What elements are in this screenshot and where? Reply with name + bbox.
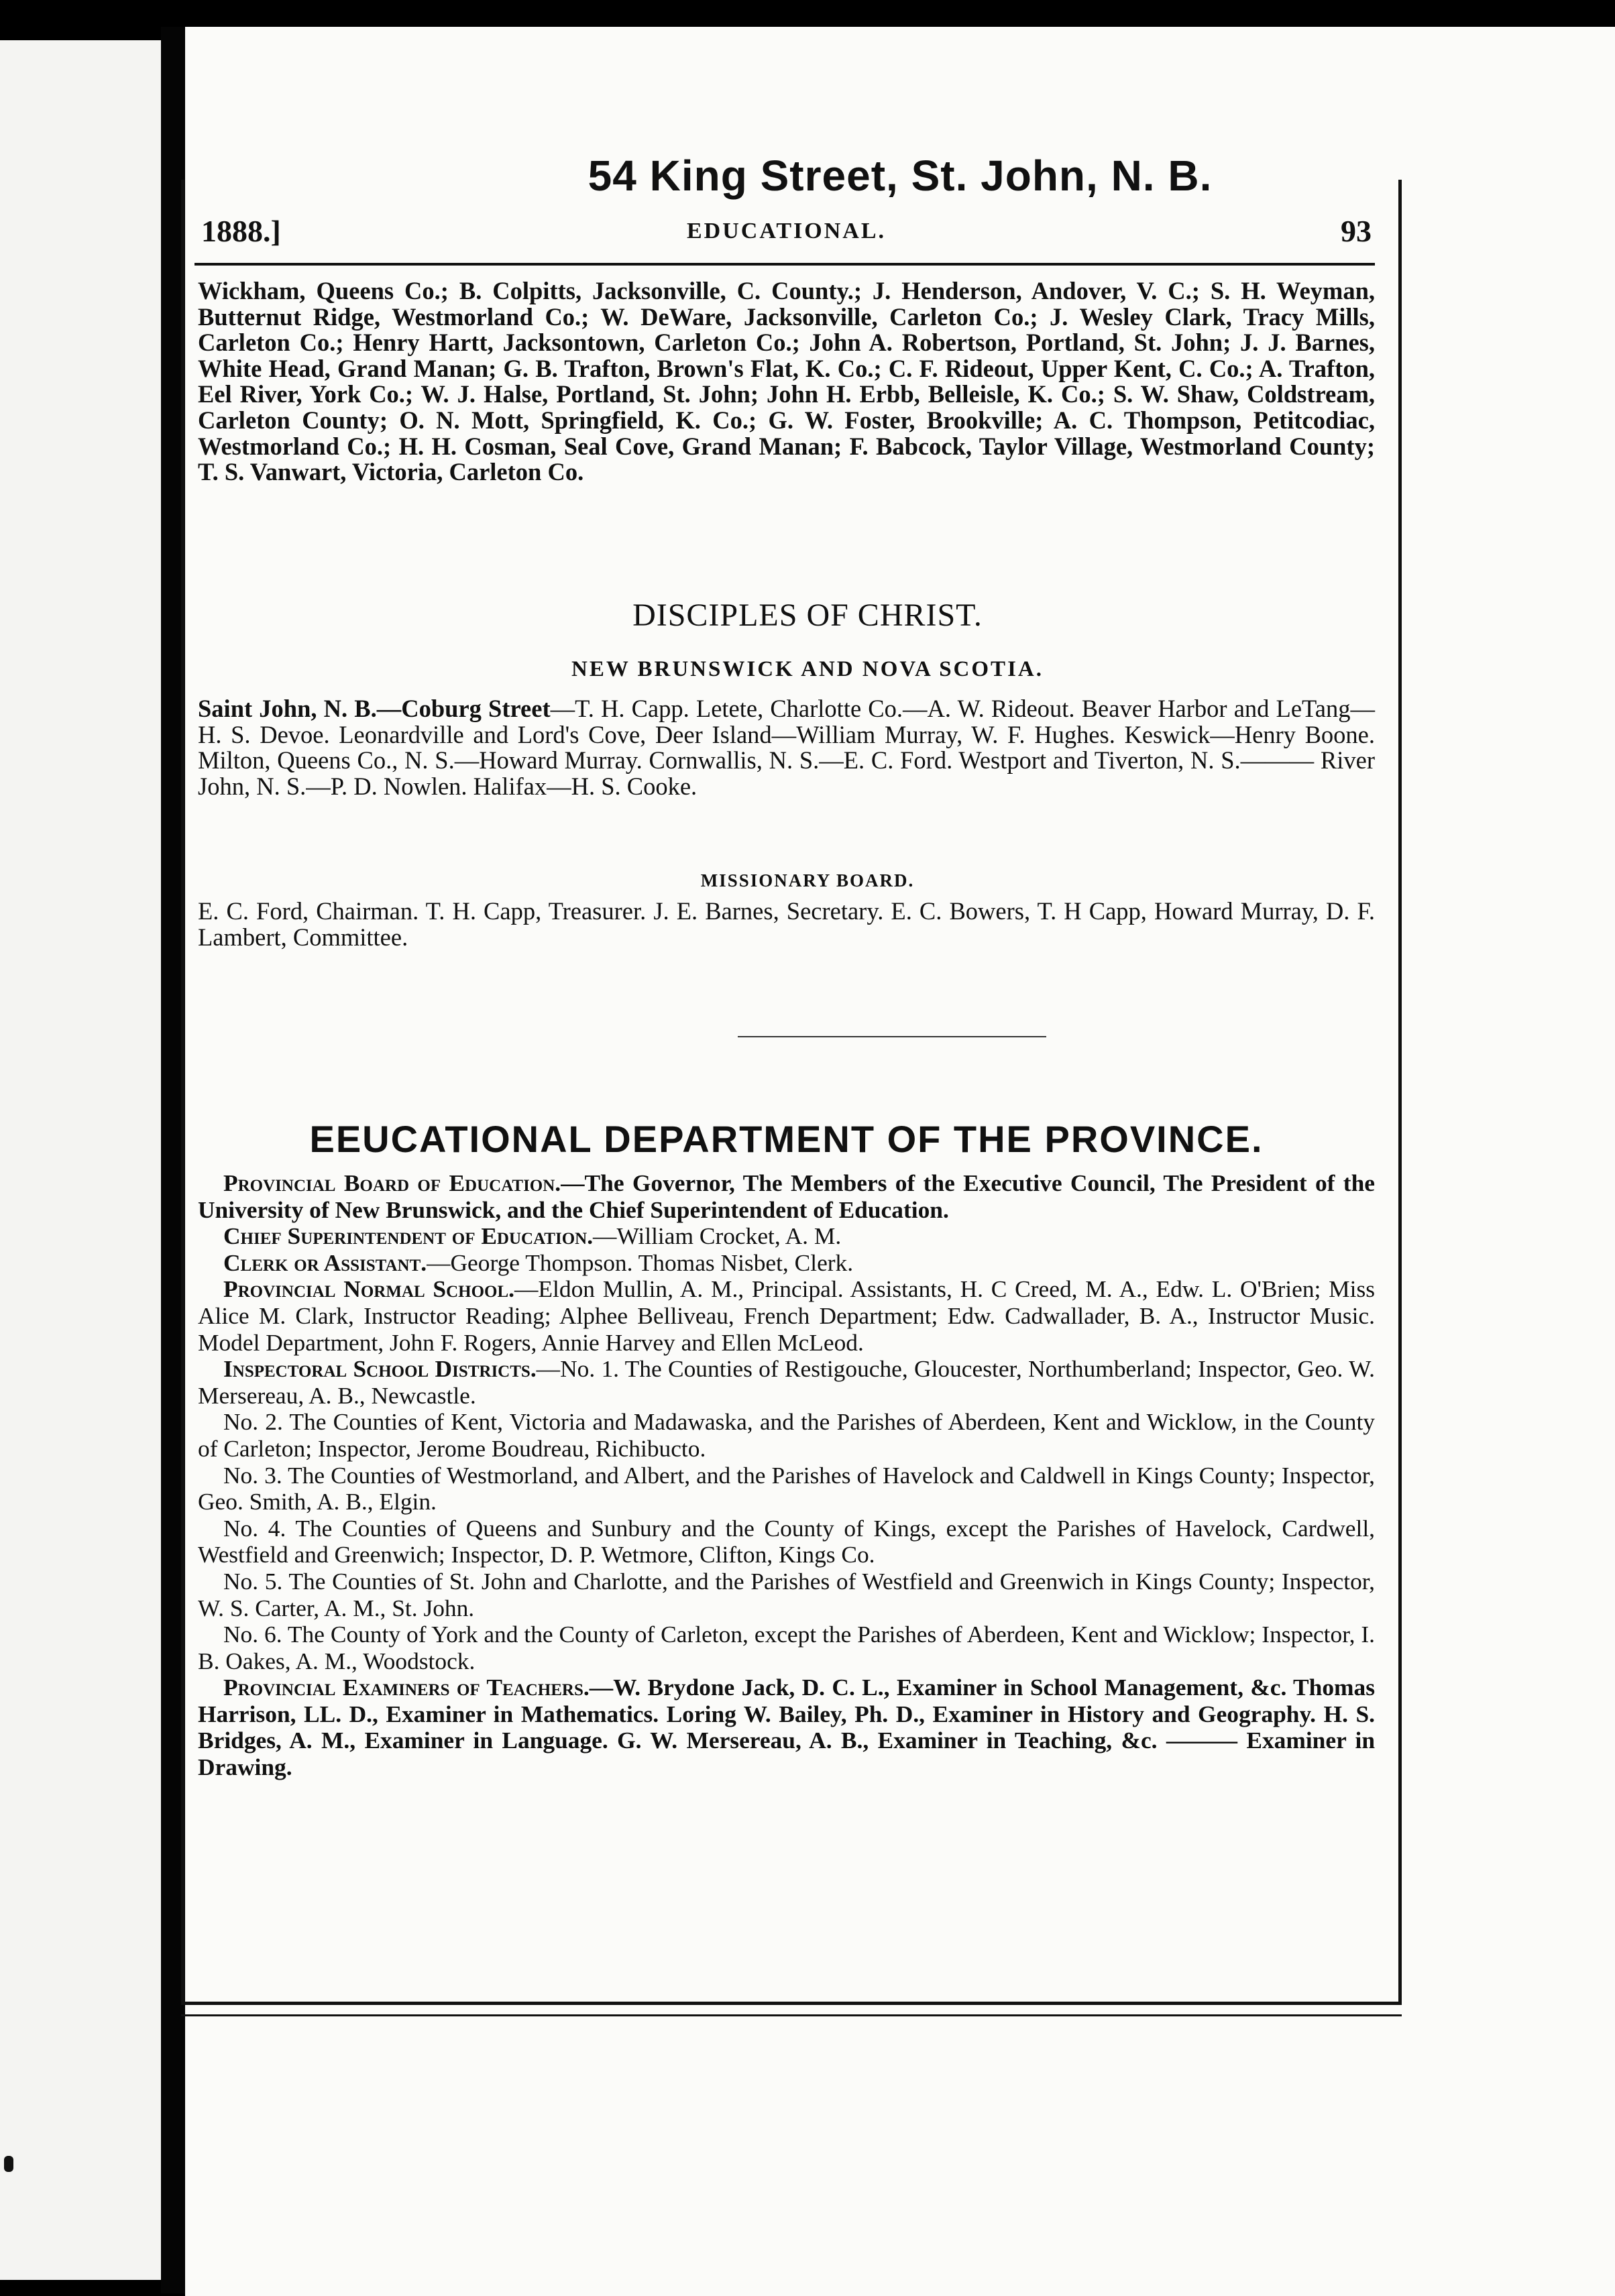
edu-paragraph <box>198 1170 1375 1223</box>
edu-paragraph-text: No. 4. The Counties of Queens and Sunbury and the County of Kings, except the Parishes of Havelock, Cardwell, Westfield and Greenwich; Inspector, D. P. Wetmore, Clifton, Kings Co. <box>198 1514 1375 1568</box>
educational-list-text: Wickham, Queens Co.; B. Colpitts, Jacksonville, C. County.; J. Henderson, Andover, V. C.; S. H. Weyman, Butternut Ridge, Westmorland Co.; W. DeWare, Jacksonville, Carleton Co.; J. Wesley Clark, Tracy Mills, Carleton Co.; Henry Hartt, Jacksontown, Carleton Co.; John A. Robertson, Portland, St. John; J. J. Barnes, White Head, Grand Manan; G. B. Trafton, Brown's Flat, K. Co.; C. F. Rideout, Upper Kent, C. Co.; A. Trafton, Eel River, York Co.; W. J. Halse, Portland, St. John; John H. Erbb, Belleisle, K. Co.; S. W. Shaw, Coldstream, Carleton County; O. N. Mott, Springfield, K. Co.; G. W. Foster, Brookville; A. C. Thompson, Petitcodiac, Westmorland Co.; H. H. Cosman, Seal Cove, Grand Manan; F. Babcock, Taylor Village, Westmorland County; T. S. Vanwart, Victoria, Carleton Co. <box>198 277 1375 486</box>
edu-paragraph <box>198 1568 1375 1621</box>
edu-paragraph-text: —William Crocket, A. M. <box>593 1222 842 1250</box>
edu-paragraph-lead: Provincial Examiners of Teachers. <box>223 1674 590 1701</box>
edu-paragraph-text: —The Governor, The Members of the Executive Council, The President of the University of New Brunswick, and the Chief Superintendent of Education. <box>198 1169 1375 1223</box>
education-department-block <box>198 1170 1375 1781</box>
edu-paragraph <box>198 1409 1375 1462</box>
edu-paragraph <box>198 1223 1375 1250</box>
edu-paragraph-text: No. 5. The Counties of St. John and Charlotte, and the Parishes of Westfield and Greenwich in Kings County; Inspector, W. S. Carter, A. M., St. John. <box>198 1567 1375 1621</box>
edu-paragraph-text: —Eldon Mullin, A. M., Principal. Assistants, H. C Creed, M. A., Edw. L. O'Brien; Miss Alice M. Clark, Instructor Reading; Alphee Belliveau, French Department; Edw. Cadwallader, B. A., Instructor Music. Model Department, John F. Rogers, Annie Harvey and Ellen McLeod. <box>198 1275 1375 1356</box>
missionary-board-heading: MISSIONARY BOARD. <box>700 870 915 891</box>
edu-paragraph <box>198 1356 1375 1409</box>
edu-paragraph <box>198 1674 1375 1780</box>
header-year: 1888.] <box>201 214 281 248</box>
header-rule <box>194 263 1375 266</box>
edu-paragraph <box>198 1621 1375 1674</box>
disciples-text: —T. H. Capp. Letete, Charlotte Co.—A. W. Rideout. Beaver Harbor and LeTang—H. S. Devoe. Leonardville and Lord's Cove, Deer Island—William Murray, W. F. Hughes. Keswick—Henry Boone. Milton, Queens Co., N. S.—Howard Murray. Cornwallis, N. S.—E. C. Ford. Westport and Tiverton, N. S.——— River John, N. S.—P. D. Nowlen. Halifax—H. S. Cooke. <box>198 695 1375 800</box>
edu-paragraph <box>198 1276 1375 1356</box>
education-department-heading: EEUCATIONAL DEPARTMENT OF THE PROVINCE. <box>309 1118 1264 1160</box>
facing-page-margin <box>0 40 161 2280</box>
disciples-subheading: NEW BRUNSWICK AND NOVA SCOTIA. <box>571 657 1044 681</box>
section-divider <box>738 1036 1046 1037</box>
edu-paragraph-text: No. 6. The County of York and the County of Carleton, except the Parishes of Aberdeen, Kent and Wicklow; Inspector, I. B. Oakes, A. M., Woodstock. <box>198 1621 1375 1674</box>
running-head: 54 King Street, St. John, N. B. <box>588 152 1213 200</box>
header-section-title: EDUCATIONAL. <box>686 219 886 243</box>
page-header <box>201 213 1372 260</box>
edu-paragraph <box>198 1250 1375 1277</box>
disciples-lead: Saint John, N. B.—Coburg Street <box>198 695 551 722</box>
edu-paragraph-text: —No. 1. The Counties of Restigouche, Gloucester, Northumberland; Inspector, Geo. W. Mersereau, A. B., Newcastle. <box>198 1355 1375 1409</box>
frame-bottom-rule <box>181 2002 1402 2016</box>
educational-list-block <box>198 278 1375 485</box>
edu-paragraph <box>198 1462 1375 1515</box>
missionary-board-text: E. C. Ford, Chairman. T. H. Capp, Treasurer. J. E. Barnes, Secretary. E. C. Bowers, T. H Capp, Howard Murray, D. F. Lambert, Committee. <box>198 897 1375 951</box>
edu-paragraph-lead: Inspectoral School Districts. <box>223 1355 537 1383</box>
disciples-block <box>198 696 1375 799</box>
scan-mark <box>4 2156 13 2172</box>
edu-paragraph-text: No. 3. The Counties of Westmorland, and Albert, and the Parishes of Havelock and Caldwell in Kings County; Inspector, Geo. Smith, A. B., Elgin. <box>198 1461 1375 1515</box>
edu-paragraph-lead: Provincial Normal School. <box>223 1275 515 1303</box>
missionary-board-block <box>198 899 1375 950</box>
edu-paragraph-lead: Provincial Board of Education. <box>223 1169 561 1196</box>
edu-paragraph-lead: Chief Superintendent of Education. <box>223 1222 594 1250</box>
edu-paragraph-lead: Clerk or Assistant. <box>223 1249 427 1276</box>
edu-paragraph <box>198 1515 1375 1568</box>
disciples-heading: DISCIPLES OF CHRIST. <box>632 597 983 633</box>
edu-paragraph-text: No. 2. The Counties of Kent, Victoria and Madawaska, and the Parishes of Aberdeen, Kent and Wicklow, in the County of Carleton; Inspector, Jerome Boudreau, Richibucto. <box>198 1408 1375 1462</box>
disciples-paragraph <box>198 696 1375 799</box>
edu-paragraph-text: —George Thompson. Thomas Nisbet, Clerk. <box>427 1249 854 1276</box>
edu-paragraph-text: —W. Brydone Jack, D. C. L., Examiner in School Management, &c. Thomas Harrison, LL. D., Examiner in Mathematics. Loring W. Bailey, Ph. D., Examiner in History and Geography. H. S. Bridges, A. M., Examiner in Language. G. W. Mersereau, A. B., Examiner in Teaching, &c. ——— Examiner in Drawing. <box>198 1674 1375 1781</box>
header-page-number: 93 <box>1341 214 1372 248</box>
